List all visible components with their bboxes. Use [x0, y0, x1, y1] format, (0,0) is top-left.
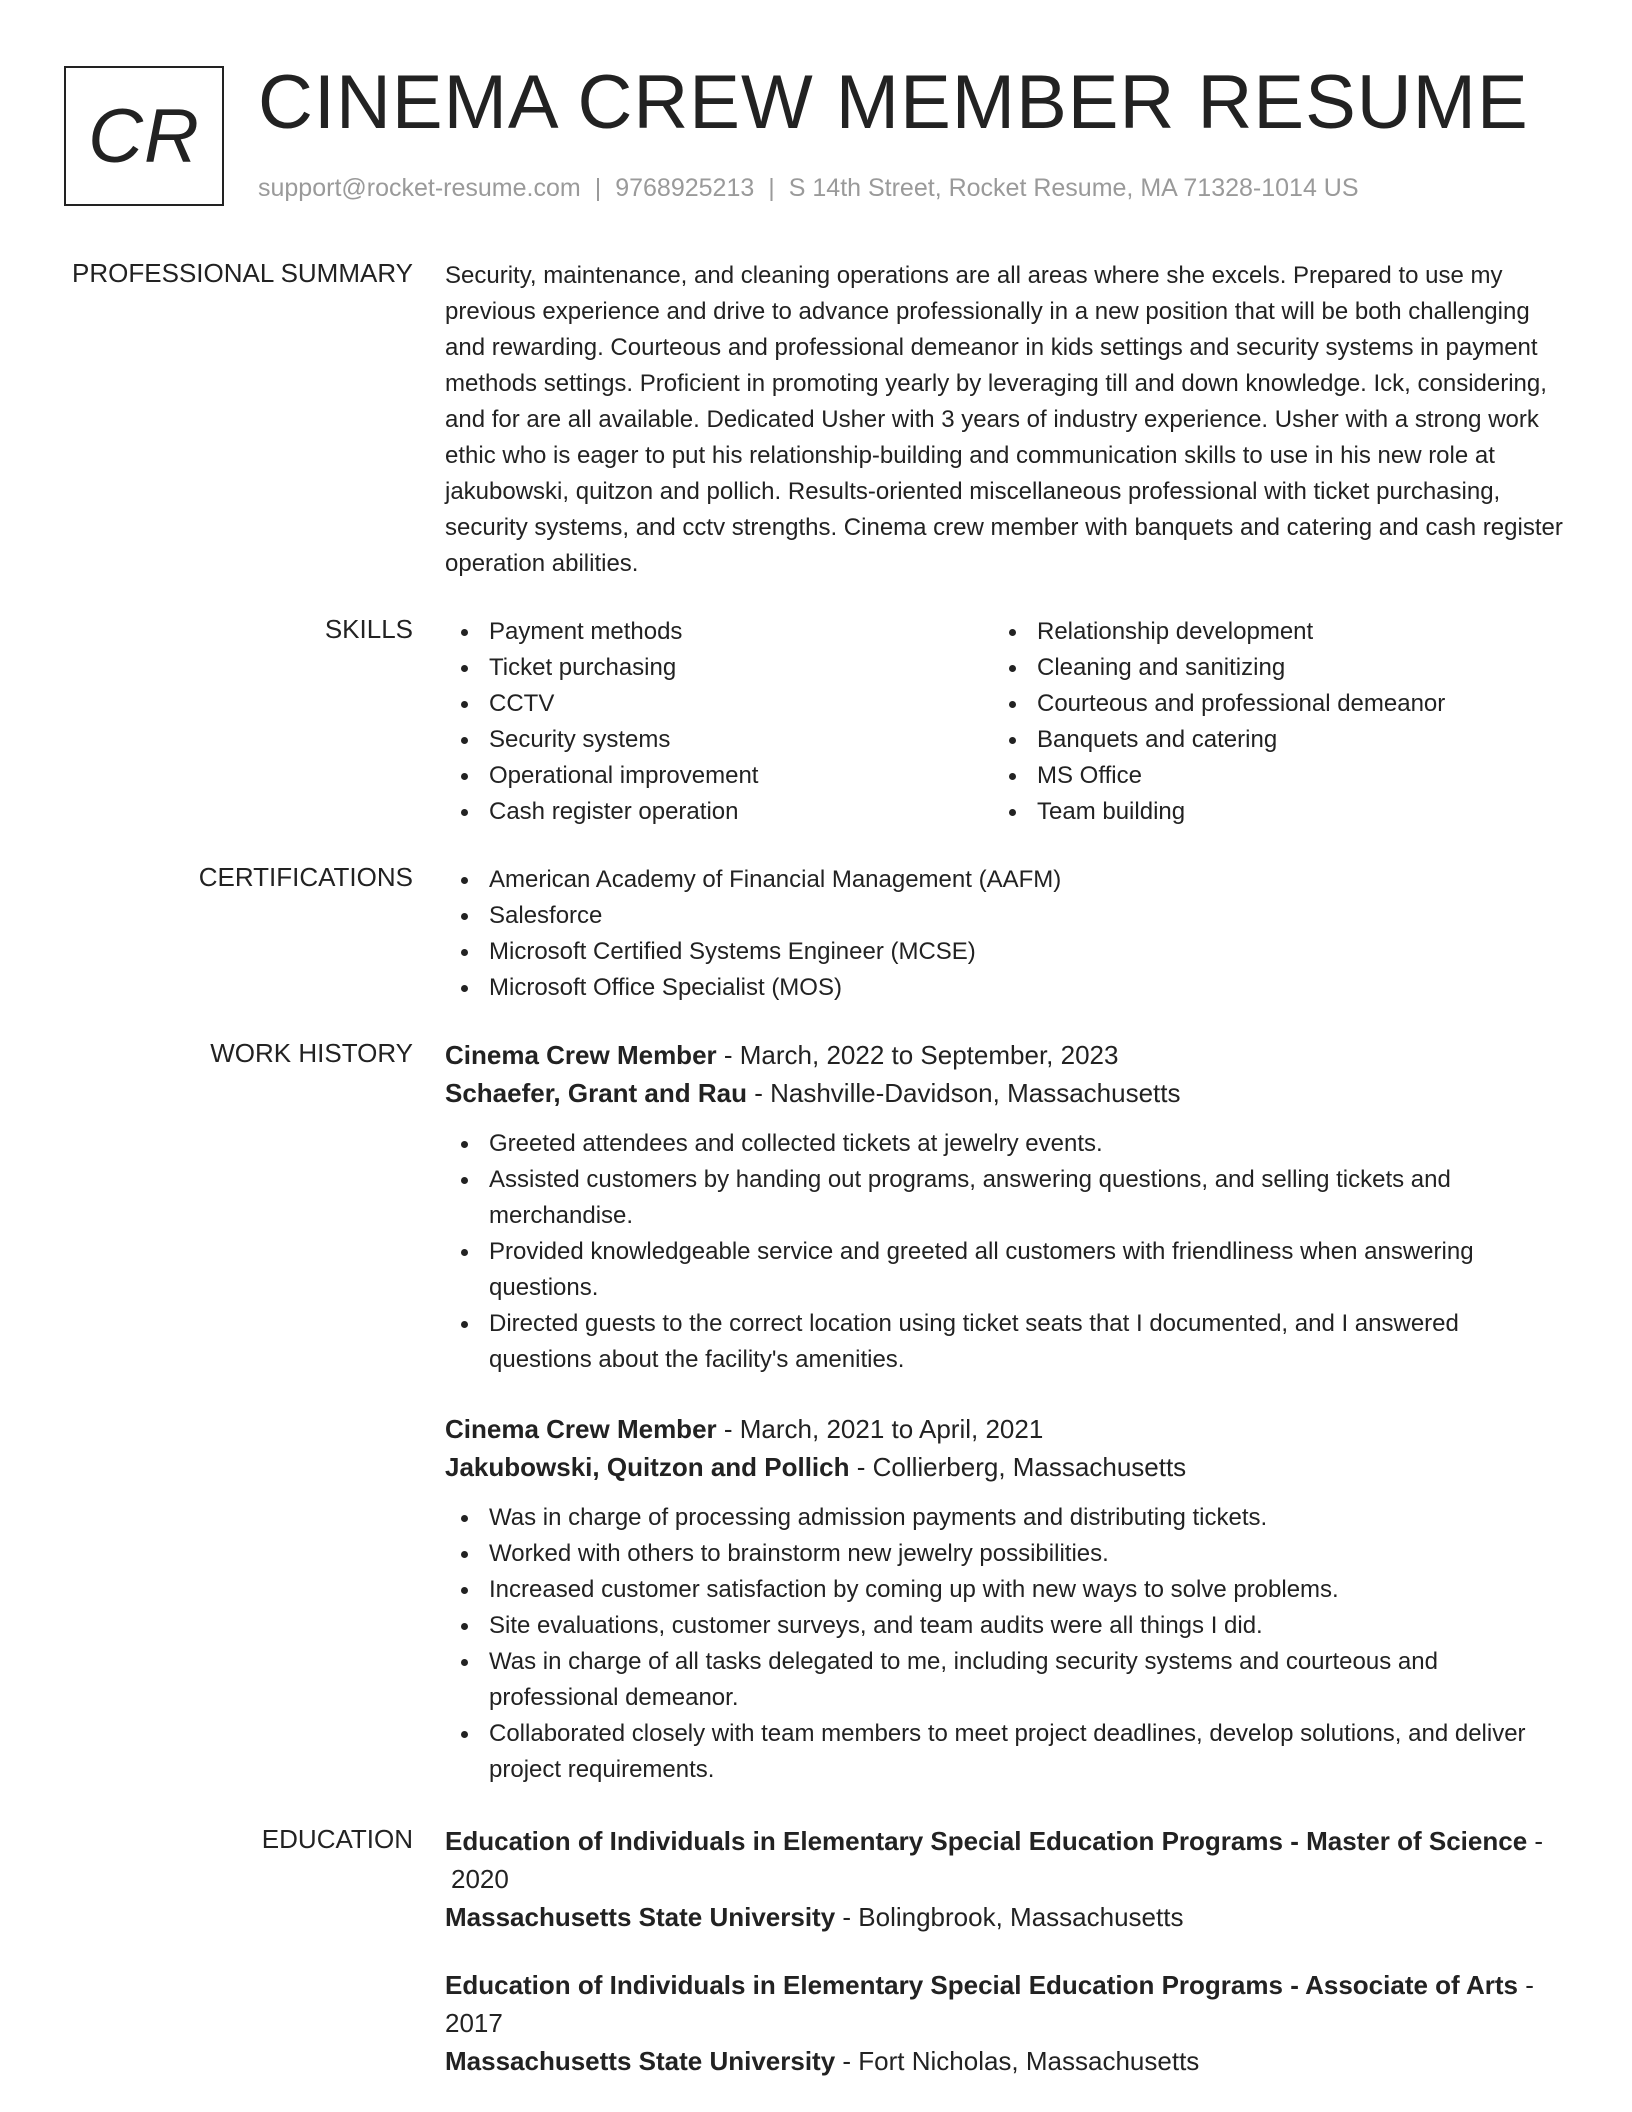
- certification-item: Microsoft Office Specialist (MOS): [445, 970, 1565, 1006]
- certifications-body: [445, 862, 1565, 1006]
- monogram: CR: [64, 66, 224, 206]
- skill-item: Cleaning and sanitizing: [993, 650, 1541, 686]
- education-entry: [445, 1822, 1565, 1936]
- job-bullet: Site evaluations, customer surveys, and team audits were all things I did.: [445, 1608, 1565, 1644]
- job-bullet: Provided knowledgeable service and greeted all customers with friendliness when answering questions.: [445, 1234, 1565, 1306]
- section-heading: EDUCATION: [261, 1824, 413, 1854]
- education-school-line: [445, 2042, 1565, 2080]
- contact-address: S 14th Street, Rocket Resume, MA 71328-1014 US: [788, 174, 1359, 202]
- education-degree: Education of Individuals in Elementary Special Education Programs - Master of Science: [445, 1826, 1528, 1856]
- section-heading: WORK HISTORY: [210, 1038, 413, 1068]
- job-title: Cinema Crew Member: [445, 1414, 717, 1444]
- job-dates: - March, 2022 to September, 2023: [716, 1040, 1119, 1070]
- job-bullet: Assisted customers by handing out programs, answering questions, and selling tickets and merchandise.: [445, 1162, 1565, 1234]
- education-degree-line: [445, 1966, 1565, 2042]
- skill-item: CCTV: [445, 686, 993, 722]
- job-bullet: Directed guests to the correct location using ticket seats that I documented, and I answered questions about the facility's amenities.: [445, 1306, 1565, 1378]
- skills-column-left: [445, 614, 993, 830]
- certification-item: American Academy of Financial Management (AAFM): [445, 862, 1565, 898]
- summary-text: Security, maintenance, and cleaning operations are all areas where she excels. Prepared to use my previous experience and drive to advance professionally in a new position that will be both challenging and rewarding. Courteous and professional demeanor in kids settings and security systems in payment methods settings. Proficient in promoting yearly by leveraging till and down knowledge. Ick, considering, and for are all available. Dedicated Usher with 3 years of industry experience. Usher with a strong work ethic who is eager to put his relationship-building and communication skills to use in his new role at jakubowski, quitzon and pollich. Results-oriented miscellaneous professional with ticket purchasing, security systems, and cctv strengths. Cinema crew member with banquets and catering and cash register operation abilities.: [445, 262, 1563, 577]
- education-year-line: [445, 1860, 1565, 1898]
- skill-item: Banquets and catering: [993, 722, 1541, 758]
- job-company-line: [445, 1074, 1565, 1112]
- section-heading: CERTIFICATIONS: [198, 862, 413, 892]
- education-location: - Bolingbrook, Massachusetts: [835, 1902, 1184, 1932]
- education-school: Massachusetts State University: [445, 2046, 836, 2076]
- job-title-line: [445, 1036, 1565, 1074]
- contact-line: [258, 174, 1359, 203]
- skill-item: Operational improvement: [445, 758, 993, 794]
- skills-grid: [445, 614, 1565, 830]
- education-year-separator: -: [1527, 1826, 1544, 1856]
- education-degree-line: [445, 1822, 1565, 1860]
- job-dates: - March, 2021 to April, 2021: [716, 1414, 1044, 1444]
- skill-item: Courteous and professional demeanor: [993, 686, 1541, 722]
- education-degree: Education of Individuals in Elementary Special Education Programs - Associate of Arts: [445, 1970, 1518, 2000]
- job-bullet: Collaborated closely with team members to meet project deadlines, develop solutions, and deliver project requirements.: [445, 1716, 1565, 1788]
- contact-email[interactable]: support@rocket-resume.com: [258, 174, 581, 202]
- contact-phone[interactable]: 9768925213: [615, 174, 755, 202]
- certification-item: Salesforce: [445, 898, 1565, 934]
- section-heading: PROFESSIONAL SUMMARY: [72, 258, 413, 288]
- skill-item: Ticket purchasing: [445, 650, 993, 686]
- skill-item: Payment methods: [445, 614, 993, 650]
- skill-item: Security systems: [445, 722, 993, 758]
- education-year-separator: -: [1517, 1970, 1534, 2000]
- skill-item: Cash register operation: [445, 794, 993, 830]
- summary-body: [445, 258, 1565, 582]
- education-school-line: [445, 1898, 1565, 1936]
- contact-separator: |: [768, 174, 775, 202]
- job-entry: [445, 1036, 1565, 1378]
- skill-item: MS Office: [993, 758, 1541, 794]
- skills-column-right: [993, 614, 1541, 830]
- certification-item: Microsoft Certified Systems Engineer (MCSE): [445, 934, 1565, 970]
- education-body: [445, 1822, 1565, 2110]
- job-bullet: Increased customer satisfaction by coming up with new ways to solve problems.: [445, 1572, 1565, 1608]
- job-title-line: [445, 1410, 1565, 1448]
- job-bullet: Was in charge of all tasks delegated to me, including security systems and courteous and professional demeanor.: [445, 1644, 1565, 1716]
- job-bullets: [445, 1126, 1565, 1378]
- job-bullet: Greeted attendees and collected tickets at jewelry events.: [445, 1126, 1565, 1162]
- job-bullet: Worked with others to brainstorm new jewelry possibilities.: [445, 1536, 1565, 1572]
- education-location: - Fort Nicholas, Massachusetts: [835, 2046, 1200, 2076]
- job-company: Jakubowski, Quitzon and Pollich: [445, 1452, 850, 1482]
- job-entry: [445, 1410, 1565, 1788]
- work-history-body: [445, 1036, 1565, 1820]
- education-year: 2020: [451, 1864, 509, 1894]
- education-year: 2017: [445, 2008, 503, 2038]
- education-school: Massachusetts State University: [445, 1902, 836, 1932]
- job-company: Schaefer, Grant and Rau: [445, 1078, 747, 1108]
- contact-separator: |: [594, 174, 602, 202]
- section-heading: SKILLS: [324, 614, 413, 644]
- job-bullets: [445, 1500, 1565, 1788]
- education-entry: [445, 1966, 1565, 2080]
- job-bullet: Was in charge of processing admission payments and distributing tickets.: [445, 1500, 1565, 1536]
- job-title: Cinema Crew Member: [445, 1040, 717, 1070]
- skill-item: Team building: [993, 794, 1541, 830]
- job-location: - Collierberg, Massachusetts: [849, 1452, 1187, 1482]
- resume-title: CINEMA CREW MEMBER RESUME: [258, 60, 1529, 145]
- job-location: - Nashville-Davidson, Massachusetts: [746, 1078, 1181, 1108]
- skill-item: Relationship development: [993, 614, 1541, 650]
- job-company-line: [445, 1448, 1565, 1486]
